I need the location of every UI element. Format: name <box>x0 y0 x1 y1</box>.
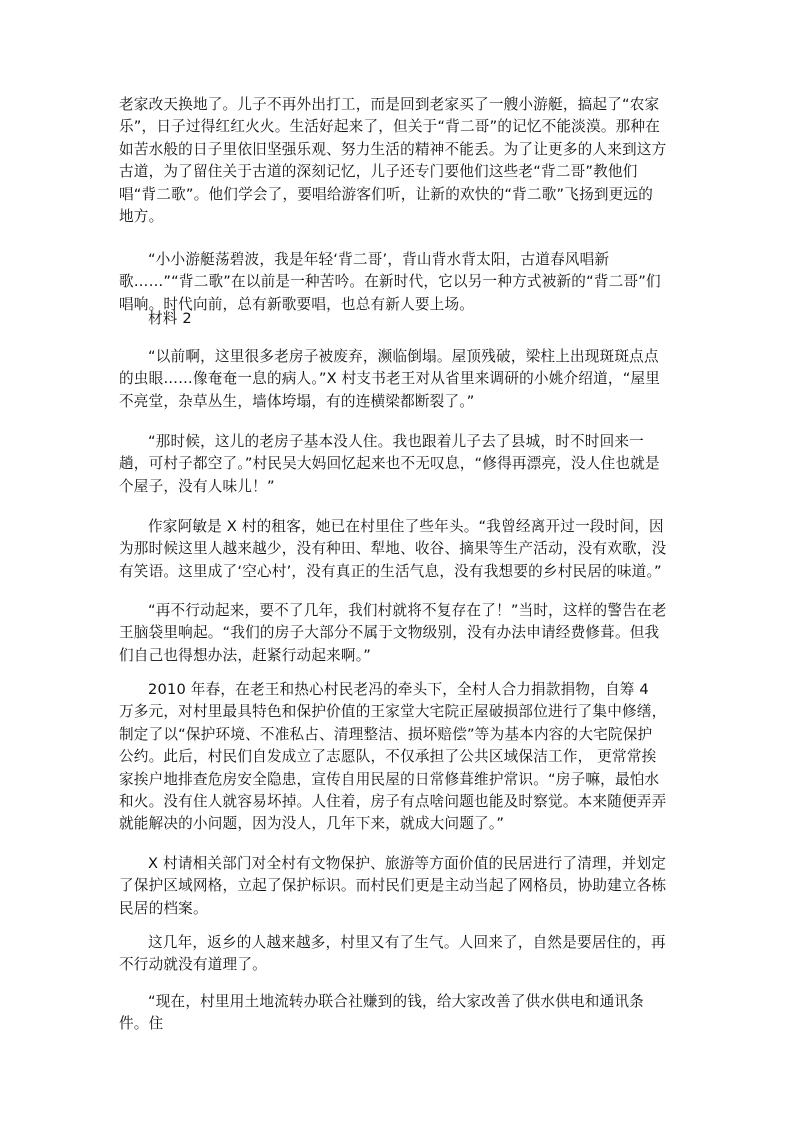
paragraph-8: X 村请相关部门对全村有文物保护、旅游等方面价值的民居进行了清理，并划定了保护区域网格，立起了保护标识。而村民们更是主动当起了网格员，协助建立各栋民居的档案。 <box>119 855 667 917</box>
paragraph-9: 这几年，返乡的人越来越多，村里又有了生气。人回来了，自然是要居住的，再不行动就没有道理了。 <box>119 934 666 974</box>
paragraph-4: “那时候，这儿的老房子基本没人住。我也跟着儿子去了县城，时不时回来一趟，可村子都空了。”村民吴大妈回忆起来也不无叹息，“修得再漂亮，没人住也就是个屋子，没有人味儿！” <box>119 433 660 495</box>
section-heading-material-2: 材料 2 <box>148 310 192 327</box>
paragraph-2: “小小游艇荡碧波，我是年轻‘背二哥’，背山背水背太阳，古道春风唱新歌……”“背二歌”在以前是一种苦吟。在新时代，它以另一种方式被新的“背二哥”们唱响。时代向前，总有新歌要唱，也总有新人要上场。 <box>119 251 661 313</box>
paragraph-6: “再不行动起来，要不了几年，我们村就将不复存在了！”当时，这样的警告在老王脑袋里响起。“我们的房子大部分不属于文物级别，没有办法申请经费修葺。但我们自己也得想办法，赶紧行动起来啊。” <box>119 602 667 664</box>
paragraph-5: 作家阿敏是 X 村的租客，她已在村里住了些年头。“我曾经离开过一段时间，因为那时候这里人越来越少，没有种田、犁地、收谷、摘果等生产活动，没有欢歌，没有笑语。这里成了‘空心村’，没有真正的生活气息，没有我想要的乡村民居的味道。” <box>119 518 667 580</box>
paragraph-1: 老家改天换地了。儿子不再外出打工，而是回到老家买了一艘小游艇，搞起了“农家乐”，日子过得红红火火。生活好起来了，但关于“背二哥”的记忆不能淡漠。那种在如苦水般的日子里依旧坚强乐观、努力生活的精神不能丢。为了让更多的人来到这方古道，为了留住关于古道的深刻记忆，儿子还专门要他们这些老“背二哥”教他们唱“背二歌”。他们学会了，要唱给游客们听，让新的欢快的“背二歌”飞扬到更远的地方。 <box>119 96 667 226</box>
paragraph-3: “以前啊，这里很多老房子被废弃，濒临倒塌。屋顶残破，梁柱上出现斑斑点点的虫眼……像奄奄一息的病人。”X 村支书老王对从省里来调研的小姚介绍道，“屋里不亮堂，杂草丛生，墙体垮塌，有的连横梁都断裂了。” <box>119 348 661 410</box>
paragraph-10: “现在，村里用土地流转办联合社赚到的钱，给大家改善了供水供电和通讯条件。住 <box>119 993 644 1033</box>
paragraph-7: 2010 年春，在老王和热心村民老冯的牵头下，全村人合力捐款捐物，自筹 4 万多元，对村里最具特色和保护价值的王家堂大宅院正屋破损部位进行了集中修缮，制定了以“保护环境、不准私占、清理整洁、损坏赔偿”等为基本内容的大宅院保护公约。此后，村民们自发成立了志愿队，不仅承担了公共区域保洁工作， 更常常挨家挨户地排查危房安全隐患，宣传自用民屋的日常修葺维护常识。“房子嘛，最怕水和火。没有住人就容易坏掉。人住着，房子有点啥问题也能及时察觉。本来随便弄弄就能解决的小问题，因为没人，几年下来，就成大问题了。” <box>119 681 667 833</box>
